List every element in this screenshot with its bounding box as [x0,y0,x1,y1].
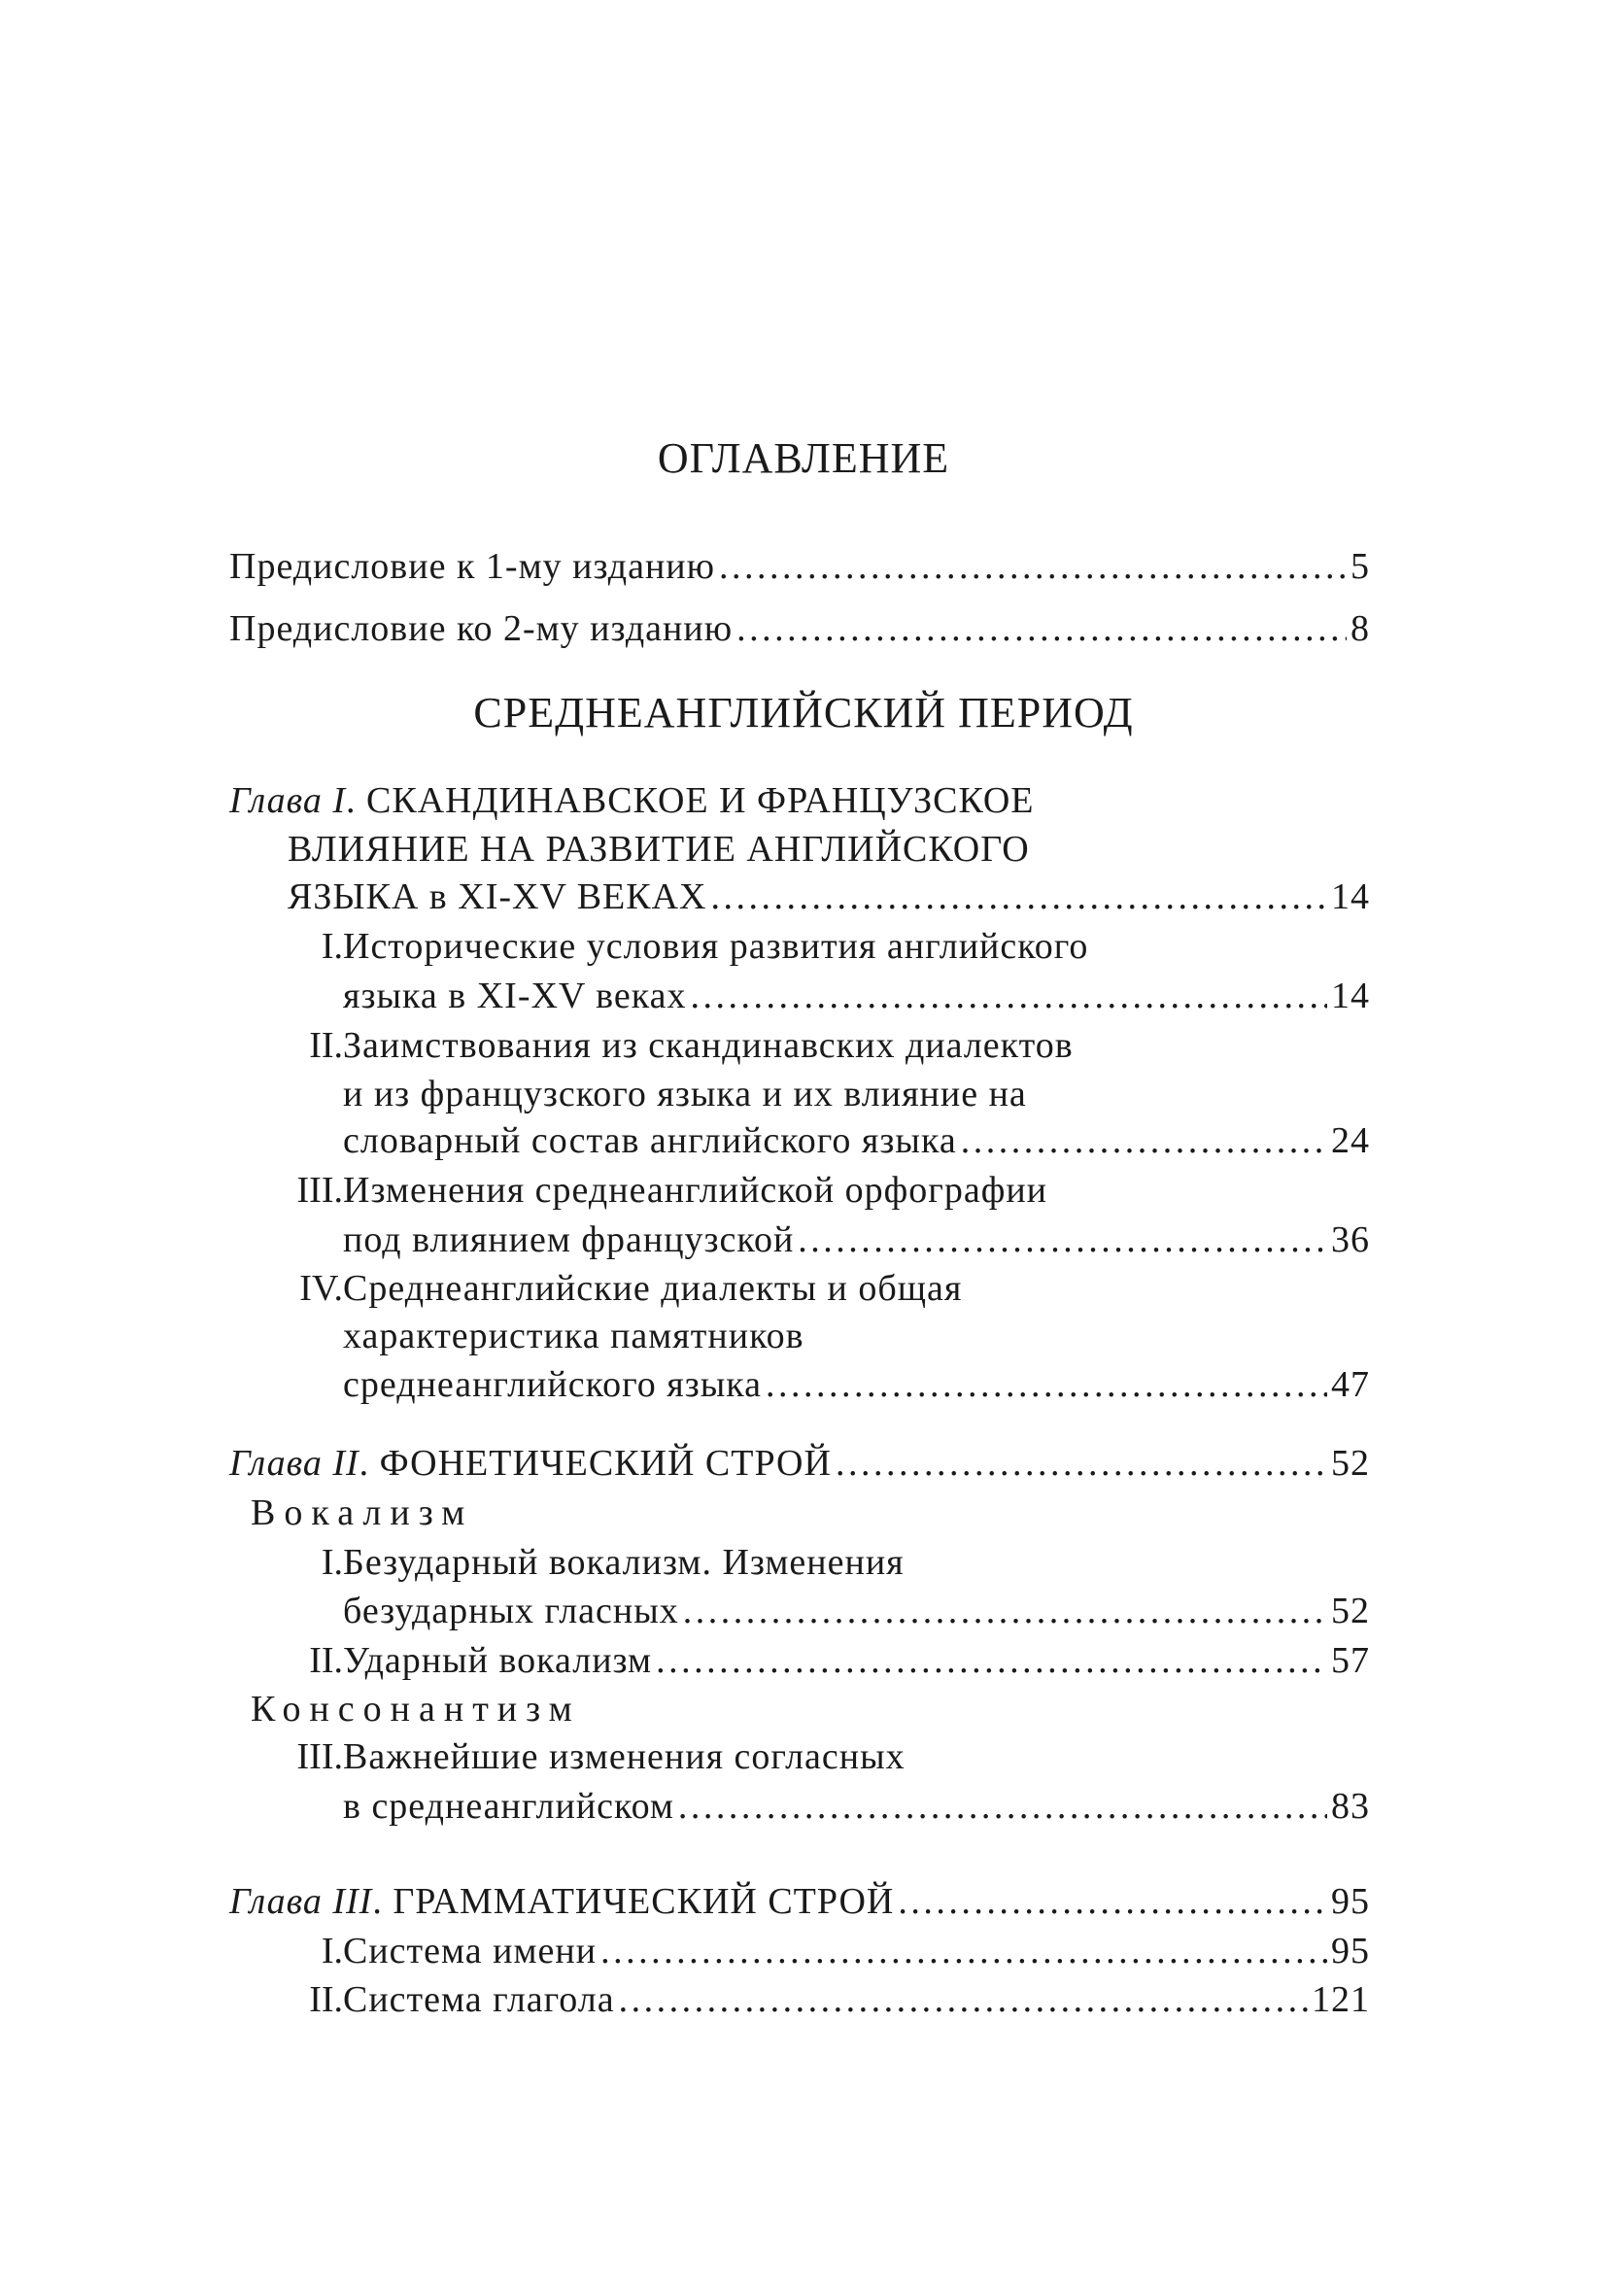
section-title: среднеанглийского языка [343,1364,763,1405]
dot-leader [898,1877,1327,1926]
dot-leader [798,1216,1327,1264]
dot-leader [656,1636,1327,1685]
page-number: 52 [1331,1591,1370,1631]
section-entry[interactable] [343,1116,1370,1165]
page-number: 95 [1331,1931,1370,1971]
section-title: Важнейшие изменения согласных [343,1736,906,1777]
section-title: словарный состав английского языка [343,1120,957,1161]
page-number: 14 [1331,976,1370,1016]
section-number: II. [309,1640,343,1681]
section-title: характеристика памятников [343,1316,804,1356]
section-number: II. [309,1025,343,1066]
page-number: 14 [1331,876,1370,917]
group-heading-vocalism: Вокализм [251,1492,474,1533]
entry-text: Предисловие к 1-му изданию [229,546,716,587]
page-number: 5 [1351,546,1370,587]
page-number: 83 [1331,1786,1370,1827]
page-number: 8 [1351,608,1370,649]
dot-leader [711,873,1328,921]
page-number: 47 [1331,1364,1370,1405]
section-title: Изменения среднеанглийской орфографии [343,1170,1048,1211]
chapter-title: ФОНЕТИЧЕСКИЙ СТРОЙ [379,1443,832,1484]
section-title: безударных гласных [343,1591,679,1631]
section-title: в среднеанглийском [343,1786,674,1827]
section-title: Среднеанглийские диалекты и общая [343,1268,963,1309]
section-title: Система имени [343,1931,598,1971]
chapter-label: Глава I [229,780,347,821]
dot-leader [719,542,1347,591]
section-title: под влиянием французской [343,1219,795,1260]
toc-title: ОГЛАВЛЕНИЕ [657,434,950,482]
dot-leader [683,1587,1327,1635]
part-title: СРЕДНЕАНГЛИЙСКИЙ ПЕРИОД [473,689,1134,737]
section-entry[interactable] [343,1975,1370,2024]
dot-leader [600,1927,1327,1975]
dot-leader [691,972,1327,1020]
entry-text: Предисловие ко 2-му изданию [229,608,734,649]
dot-leader [736,604,1347,653]
page-number: 57 [1331,1640,1370,1681]
chapter-label: Глава II [229,1443,359,1484]
section-entry[interactable] [343,1587,1370,1635]
section-number: IV. [299,1268,343,1309]
dot-leader [766,1360,1327,1409]
section-title: и из французского языка и их влияние на [343,1074,1027,1114]
chapter-1-heading[interactable]: Глава I. СКАНДИНАВСКОЕ И ФРАНЦУЗСКОЕ [229,780,1035,821]
chapter-2-entry[interactable]: Глава II. ФОНЕТИЧЕСКИЙ СТРОЙ . . . 52 [229,1439,1370,1488]
dot-leader [961,1116,1327,1165]
section-entry[interactable] [343,1216,1370,1264]
section-entry[interactable] [343,1636,1370,1685]
page-number: 95 [1331,1881,1370,1922]
section-number: II. [309,1979,343,2020]
chapter-1-entry[interactable] [288,873,1370,921]
section-title: Заимствования из скандинавских диалектов [343,1025,1074,1066]
section-entry[interactable] [343,1927,1370,1975]
page-number: 121 [1312,1979,1370,2020]
section-number: III. [296,1170,343,1211]
section-title: языка в XI-XV веках [343,976,687,1016]
chapter-title-line: ВЛИЯНИЕ НА РАЗВИТИЕ АНГЛИЙСКОГО [288,829,1030,870]
toc-entry-preface-1[interactable] [229,542,1370,591]
chapter-title: ГРАММАТИЧЕСКИЙ СТРОЙ [393,1881,895,1922]
section-number: III. [296,1736,343,1777]
dot-leader [619,1975,1308,2024]
chapter-title-line: ЯЗЫКА в XI-XV ВЕКАХ [288,876,707,917]
section-title: Исторические условия развития английского [343,926,1089,967]
page-number: 24 [1331,1120,1370,1161]
chapter-label: Глава III [229,1881,373,1922]
group-heading-consonantism: Консонантизм [251,1689,581,1730]
dot-leader [836,1439,1327,1488]
section-entry[interactable] [343,1782,1370,1831]
section-title: Ударный вокализм [343,1640,653,1681]
chapter-3-entry[interactable]: Глава III. ГРАММАТИЧЕСКИЙ СТРОЙ . . . 95 [229,1877,1370,1926]
section-number: I. [321,926,343,967]
section-number: I. [321,1931,343,1971]
dot-leader [678,1782,1327,1831]
section-entry[interactable] [343,1360,1370,1409]
chapter-title-line: СКАНДИНАВСКОЕ И ФРАНЦУЗСКОЕ [366,780,1035,821]
page-number: 36 [1331,1219,1370,1260]
page-number: 52 [1331,1443,1370,1484]
section-number: I. [321,1542,343,1583]
section-title: Безударный вокализм. Изменения [343,1542,905,1583]
section-entry[interactable] [343,972,1370,1020]
toc-entry-preface-2[interactable] [229,604,1370,653]
section-title: Система глагола [343,1979,615,2020]
